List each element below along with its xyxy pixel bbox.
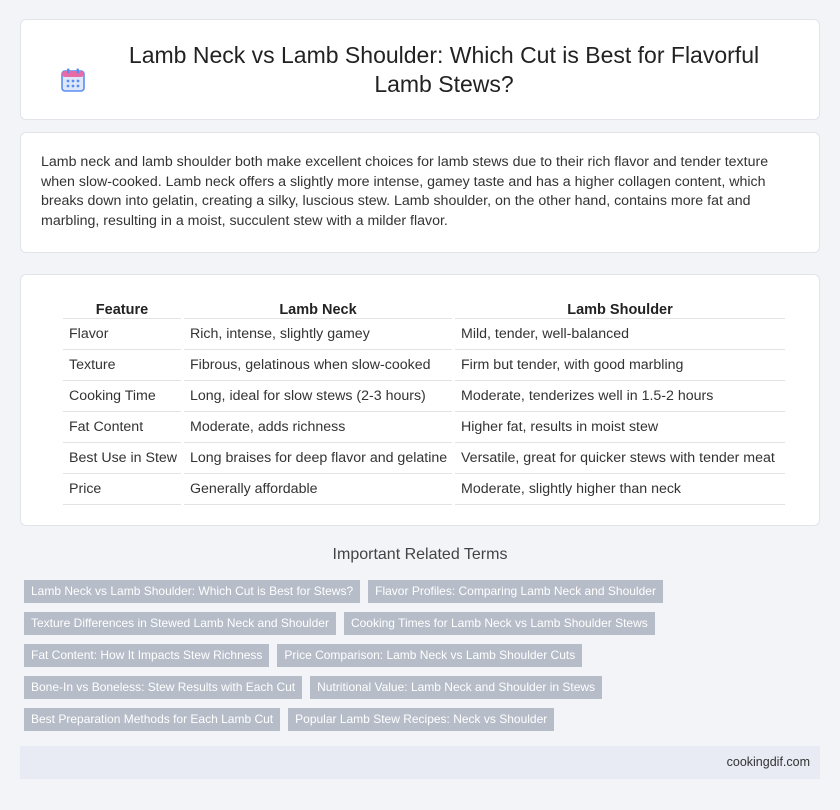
comparison-table bbox=[60, 295, 788, 505]
row-feature: Best Use in Stew bbox=[63, 443, 181, 474]
row-lamb-neck: Long, ideal for slow stews (2-3 hours) bbox=[184, 381, 452, 412]
row-feature: Flavor bbox=[63, 319, 181, 350]
header-lamb-shoulder: Lamb Shoulder bbox=[455, 295, 785, 319]
row-lamb-shoulder: Versatile, great for quicker stews with tender meat bbox=[455, 443, 785, 474]
footer bbox=[20, 746, 820, 779]
row-lamb-shoulder: Mild, tender, well-balanced bbox=[455, 319, 785, 350]
row-lamb-neck: Rich, intense, slightly gamey bbox=[184, 319, 452, 350]
table-row bbox=[63, 319, 785, 350]
header-lamb-neck: Lamb Neck bbox=[184, 295, 452, 319]
row-feature: Price bbox=[63, 474, 181, 505]
title-wrap bbox=[60, 41, 780, 99]
row-lamb-neck: Long braises for deep flavor and gelatine bbox=[184, 443, 452, 474]
row-feature: Fat Content bbox=[63, 412, 181, 443]
row-feature: Cooking Time bbox=[63, 381, 181, 412]
row-lamb-shoulder: Moderate, slightly higher than neck bbox=[455, 474, 785, 505]
intro-paragraph: Lamb neck and lamb shoulder both make excellent choices for lamb stews due to their rich flavor and tender texture when slow-cooked. Lamb neck offers a slightly more intense, gamey taste and has a higher collagen content, which breaks down into gelatin, creating a silky, luscious stew. Lamb shoulder, on the other hand, contains more fat and marbling, resulting in a moist, succulent stew with a milder flavor. bbox=[41, 154, 769, 229]
row-lamb-shoulder: Moderate, tenderizes well in 1.5-2 hours bbox=[455, 381, 785, 412]
row-lamb-neck: Moderate, adds richness bbox=[184, 412, 452, 443]
row-lamb-shoulder: Higher fat, results in moist stew bbox=[455, 412, 785, 443]
related-term-tag[interactable]: Price Comparison: Lamb Neck vs Lamb Shoulder Cuts bbox=[277, 644, 582, 667]
header-feature: Feature bbox=[63, 295, 181, 319]
footer-site-link[interactable]: cookingdif.com bbox=[726, 755, 810, 769]
related-term-tag[interactable]: Flavor Profiles: Comparing Lamb Neck and Shoulder bbox=[368, 580, 663, 603]
row-lamb-neck: Generally affordable bbox=[184, 474, 452, 505]
table-row bbox=[63, 381, 785, 412]
related-term-tag[interactable]: Fat Content: How It Impacts Stew Richness bbox=[24, 644, 269, 667]
table-row bbox=[63, 474, 785, 505]
related-terms-heading: Important Related Terms bbox=[332, 546, 508, 563]
title-card bbox=[20, 19, 820, 120]
related-terms-list bbox=[24, 580, 824, 740]
intro-card bbox=[20, 132, 820, 253]
row-lamb-shoulder: Firm but tender, with good marbling bbox=[455, 350, 785, 381]
table-row bbox=[63, 350, 785, 381]
row-lamb-neck: Fibrous, gelatinous when slow-cooked bbox=[184, 350, 452, 381]
related-term-tag[interactable]: Lamb Neck vs Lamb Shoulder: Which Cut is Best for Stews? bbox=[24, 580, 360, 603]
related-term-tag[interactable]: Cooking Times for Lamb Neck vs Lamb Shoulder Stews bbox=[344, 612, 655, 635]
page-title: Lamb Neck vs Lamb Shoulder: Which Cut is Best for Flavorful Lamb Stews? bbox=[128, 41, 760, 97]
table-header-row bbox=[63, 295, 785, 319]
comparison-card bbox=[20, 274, 820, 526]
table-row bbox=[63, 412, 785, 443]
related-term-tag[interactable]: Nutritional Value: Lamb Neck and Shoulder in Stews bbox=[310, 676, 602, 699]
related-term-tag[interactable]: Bone-In vs Boneless: Stew Results with Each Cut bbox=[24, 676, 302, 699]
table-row bbox=[63, 443, 785, 474]
related-term-tag[interactable]: Best Preparation Methods for Each Lamb Cut bbox=[24, 708, 280, 731]
calendar-icon bbox=[60, 67, 86, 93]
related-term-tag[interactable]: Popular Lamb Stew Recipes: Neck vs Shoulder bbox=[288, 708, 554, 731]
row-feature: Texture bbox=[63, 350, 181, 381]
related-term-tag[interactable]: Texture Differences in Stewed Lamb Neck and Shoulder bbox=[24, 612, 336, 635]
